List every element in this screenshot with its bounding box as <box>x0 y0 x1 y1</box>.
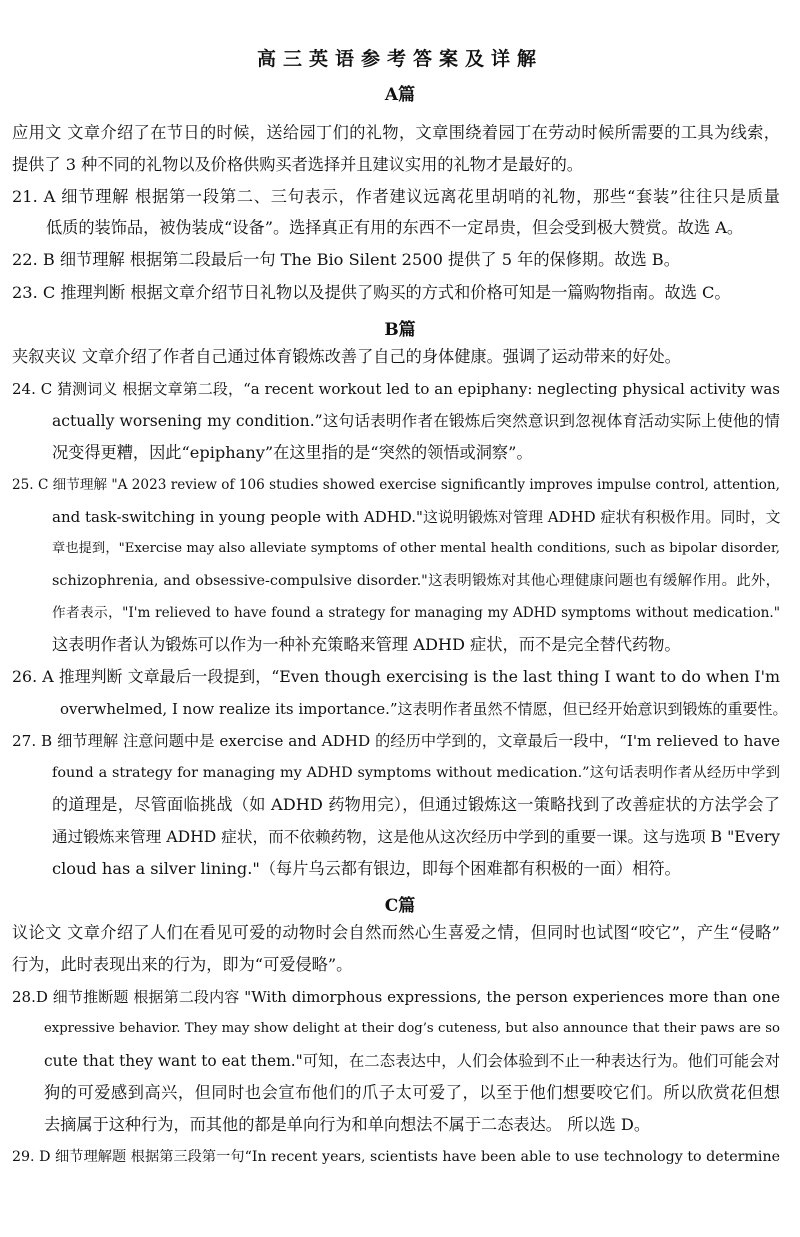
section-a-intro: 应用文 文章介绍了在节日的时候，送给园丁们的礼物，文章围绕着园丁在劳动时候所需要的工具为线索， <box>12 123 780 142</box>
answer-24: actually worsening my condition.”这句话表明作者在锻炼后突然意识到忽视体育活动实际上使他的情 <box>52 412 780 430</box>
answer-24: 况变得更糟，因此“epiphany”在这里指的是“突然的领悟或洞察”。 <box>52 443 533 462</box>
answer-23: 23. C 推理判断 根据文章介绍节日礼物以及提供了购买的方式和价格可知是一篇购物指南。故选 C。 <box>12 283 731 302</box>
answer-22: 22. B 细节理解 根据第二段最后一句 The Bio Silent 2500 提供了 5 年的保修期。故选 B。 <box>12 250 680 269</box>
answer-27: 通过锻炼来管理 ADHD 症状，而不依赖药物，这是他从这次经历中学到的重要一课。这与选项 B "Every <box>52 828 780 846</box>
answer-25: and task-switching in young people with ADHD."这说明锻炼对管理 ADHD 症状有积极作用。同时，文 <box>52 508 781 526</box>
answer-28: 狗的可爱感到高兴，但同时也会宣布他们的爪子太可爱了，以至于他们想要咬它们。所以欣赏花但想 <box>44 1083 780 1102</box>
answer-26: 26. A 推理判断 文章最后一段提到，“Even though exercising is the last thing I want to do when I'm <box>12 667 780 686</box>
answer-28: cute that they want to eat them."可知，在二态表达中，人们会体验到不止一种表达行为。他们可能会对 <box>44 1052 780 1070</box>
answer-28: 28.D 细节推断题 根据第二段内容 "With dimorphous expressions, the person experiences more than one <box>12 988 780 1006</box>
section-c-heading: C篇 <box>384 896 416 916</box>
answer-29: 29. D 细节理解题 根据第三段第一句“In recent years, scientists have been able to use technology to determine <box>12 1149 780 1165</box>
answer-24: 24. C 猜测词义 根据文章第二段，“a recent workout led to an epiphany: neglecting physical activity was <box>12 380 780 398</box>
section-b-heading: B篇 <box>384 320 416 340</box>
answer-27: found a strategy for managing my ADHD symptoms without medication.”这句话表明作者从经历中学到 <box>52 765 780 781</box>
answer-26: overwhelmed, I now realize its importance.”这表明作者虽然不情愿，但已经开始意识到锻炼的重要性。 <box>60 700 788 718</box>
section-c-intro: 议论文 文章介绍了人们在看见可爱的动物时会自然而然心生喜爱之情，但同时也试图“咬它”，产生“侵略” <box>12 923 780 942</box>
section-a-intro: 提供了 3 种不同的礼物以及价格供购买者选择并且建议实用的礼物才是最好的。 <box>12 155 583 174</box>
answer-25: 章也提到，"Exercise may also alleviate symptoms of other mental health conditions, such as bipolar disorder, <box>52 541 780 556</box>
answer-25: 这表明作者认为锻炼可以作为一种补充策略来管理 ADHD 症状，而不是完全替代药物。 <box>52 635 681 654</box>
answer-28: 去摘属于这种行为，而其他的都是单向行为和单向想法不属于二态表达。 所以选 D。 <box>44 1115 651 1134</box>
section-a-heading: A篇 <box>384 85 416 105</box>
section-c-intro: 行为，此时表现出来的行为，即为“可爱侵略”。 <box>12 955 353 974</box>
page-title: 高三英语参考答案及详解 <box>256 48 543 70</box>
answer-27: cloud has a silver lining."（每片乌云都有银边，即每个困难都有积极的一面）相符。 <box>52 859 681 878</box>
answer-28: expressive behavior. They may show delight at their dog’s cuteness, but also announce that their paws are so <box>44 1021 780 1036</box>
answer-25: 作者表示，"I'm relieved to have found a strategy for managing my ADHD symptoms without medication." <box>52 605 780 621</box>
answer-27: 27. B 细节理解 注意问题中是 exercise and ADHD 的经历中学到的，文章最后一段中，“I'm relieved to have <box>12 732 780 750</box>
section-b-intro: 夹叙夹议 文章介绍了作者自己通过体育锻炼改善了自己的身体健康。强调了运动带来的好处。 <box>12 347 681 366</box>
answer-25: 25. C 细节理解 "A 2023 review of 106 studies showed exercise significantly improves impulse control, attention, <box>12 477 780 493</box>
answer-27: 的道理是，尽管面临挑战（如 ADHD 药物用完），但通过锻炼这一策略找到了改善症状的方法学会了 <box>52 795 780 814</box>
answer-21: 低质的装饰品，被伪装成“设备”。选择真正有用的东西不一定昂贵，但会受到极大赞赏。故选 A。 <box>46 218 744 237</box>
answer-21: 21. A 细节理解 根据第一段第二、三句表示，作者建议远离花里胡哨的礼物，那些“套装”往往只是质量 <box>12 187 780 206</box>
answer-25: schizophrenia, and obsessive-compulsive disorder."这表明锻炼对其他心理健康问题也有缓解作用。此外， <box>52 573 780 589</box>
